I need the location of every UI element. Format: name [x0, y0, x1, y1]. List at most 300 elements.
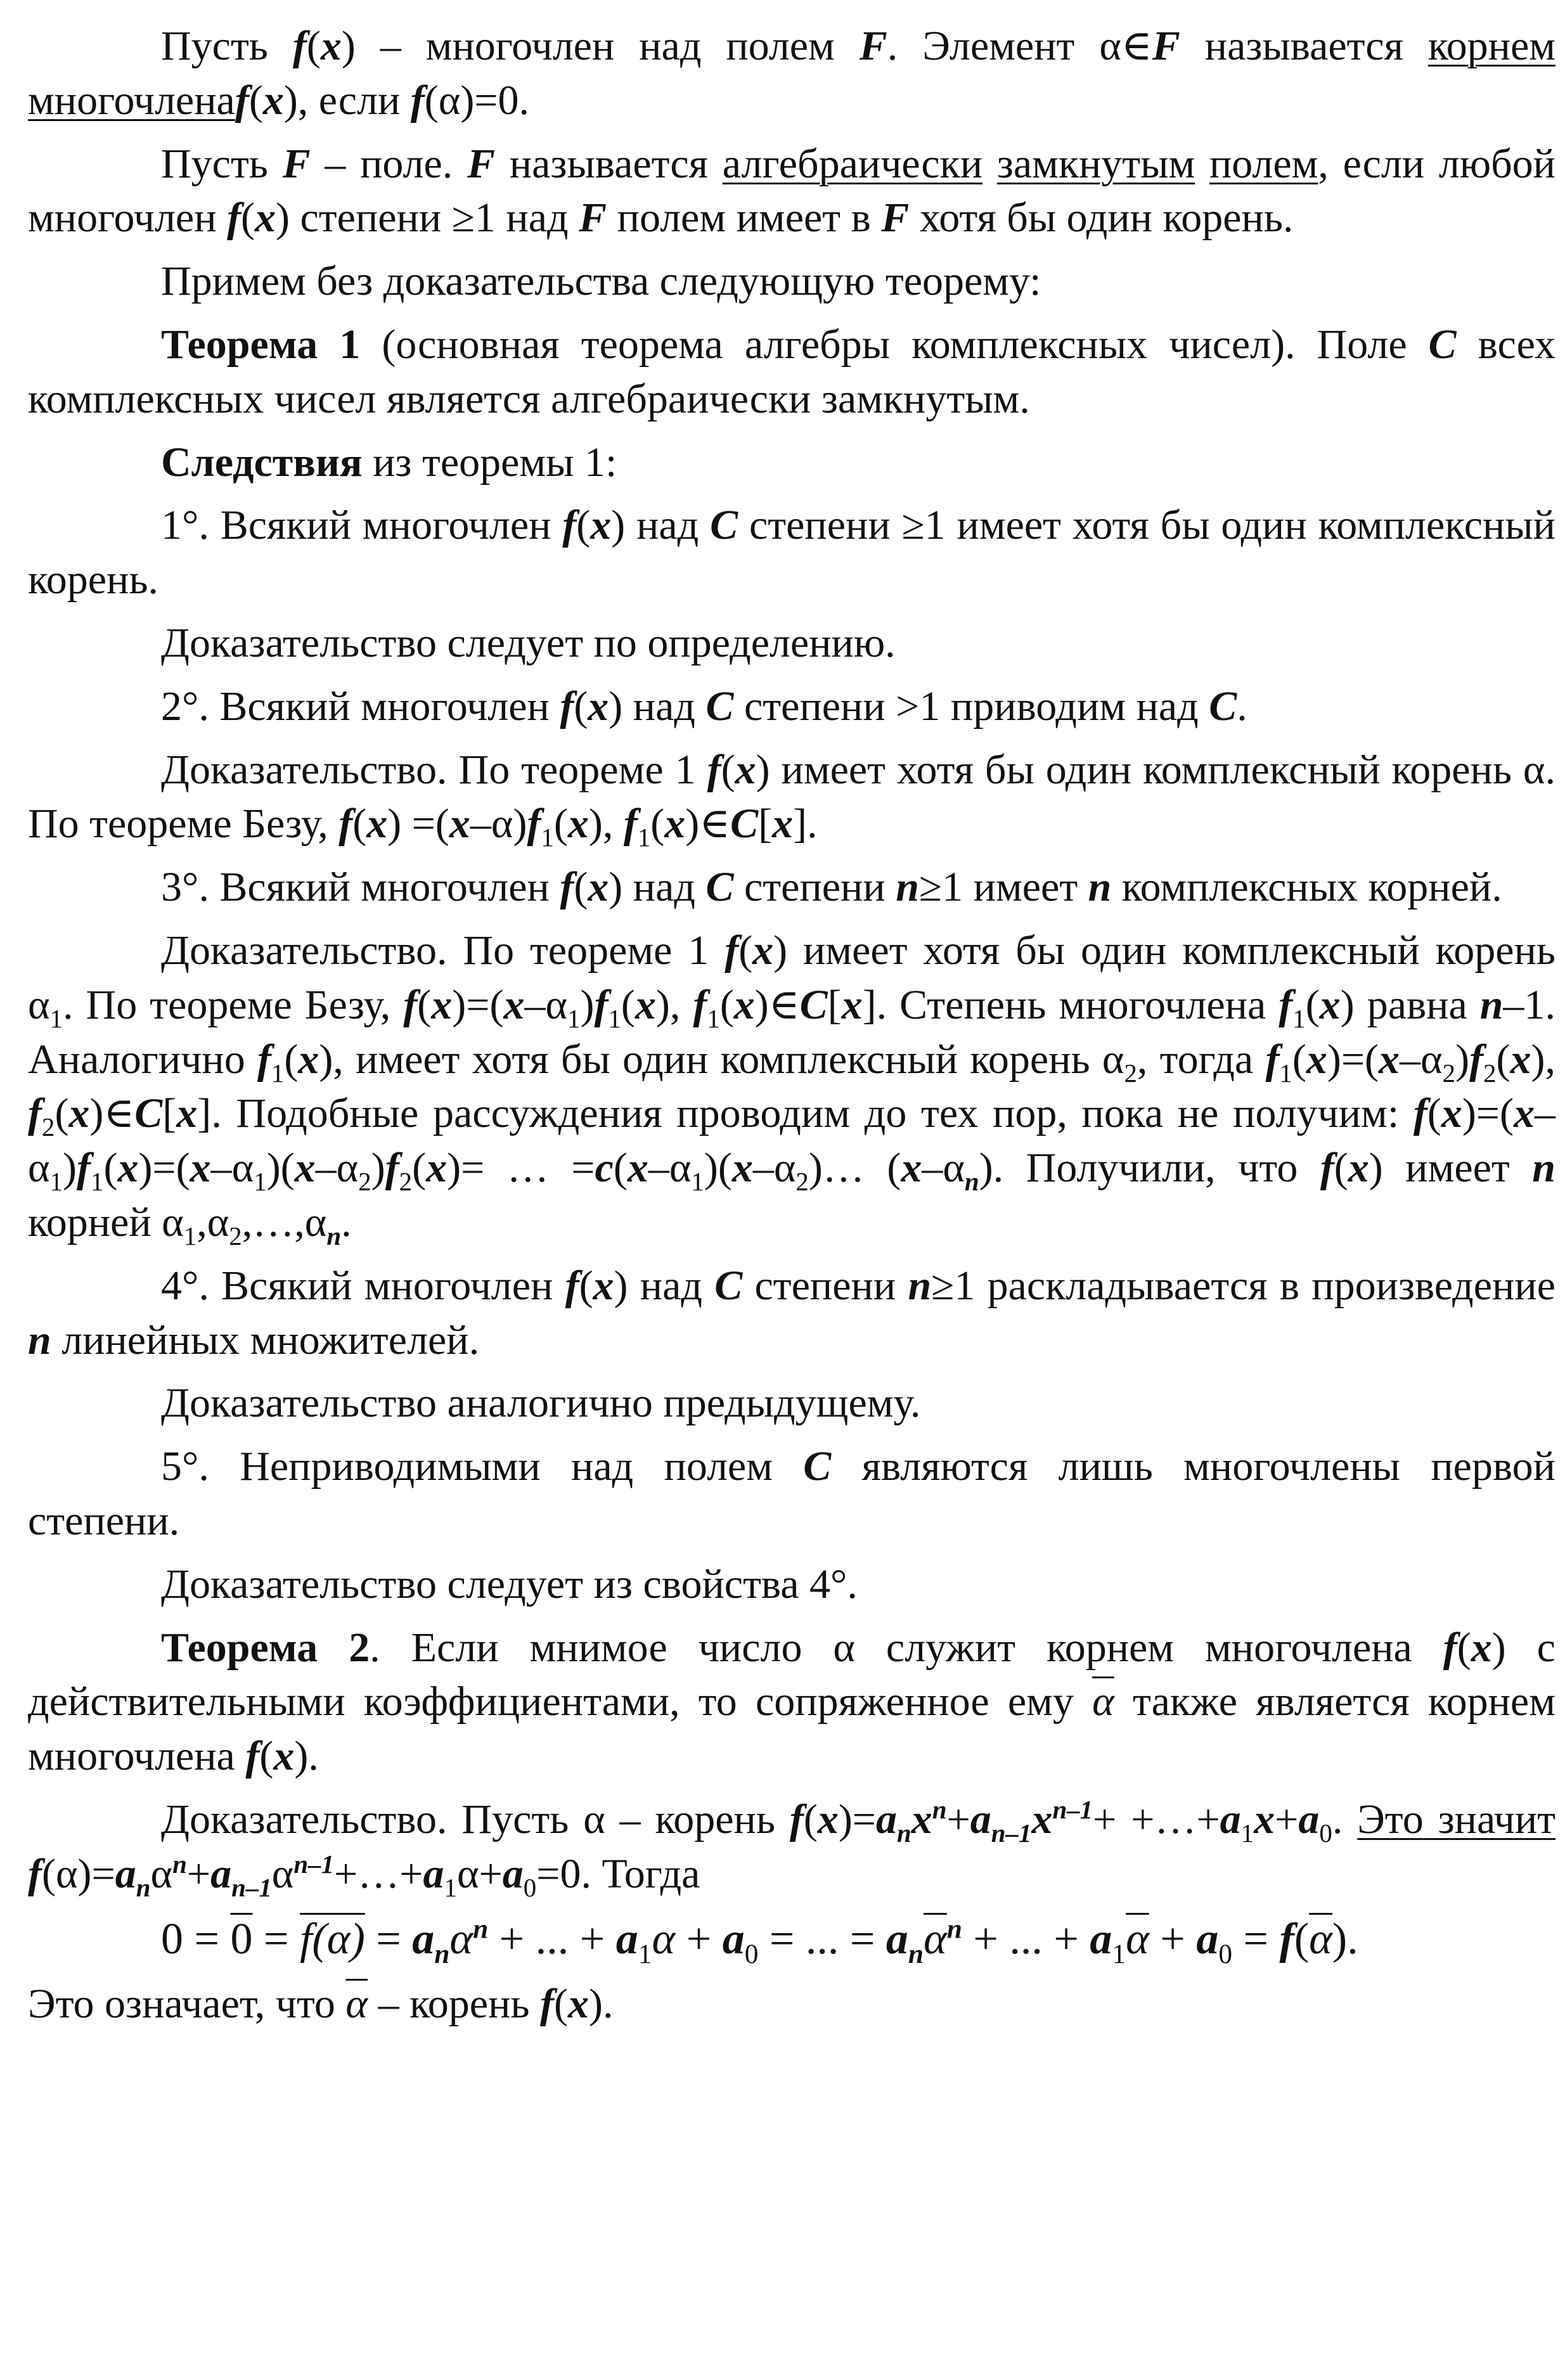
text-fragment: ( — [621, 981, 635, 1028]
text-fragment: ) с действительными коэффициентами, то сопряженное ему — [28, 1624, 1555, 1725]
text-fragment: f — [789, 1796, 804, 1843]
text-fragment: α — [652, 1914, 676, 1964]
text-fragment: C — [705, 864, 734, 911]
paragraph-thm2 — [28, 1621, 1555, 1784]
paragraph-thm2-proof — [28, 1792, 1555, 1901]
text-fragment: x — [588, 683, 609, 730]
text-fragment: 2 — [358, 1167, 371, 1197]
text-fragment: являются лишь многочлены первой степени. — [28, 1443, 1555, 1544]
text-fragment: x — [1031, 1796, 1053, 1843]
text-fragment: ) над — [609, 864, 706, 911]
text-fragment: ), — [588, 801, 624, 847]
text-fragment: x — [294, 1145, 316, 1192]
text-fragment: f — [1278, 981, 1293, 1028]
text-fragment: –α — [752, 1145, 796, 1192]
text-fragment: x — [298, 1036, 319, 1083]
text-fragment: n — [897, 1819, 911, 1848]
text-fragment: 1 — [1292, 1004, 1306, 1033]
text-fragment: C — [1209, 683, 1237, 730]
paragraph-c5-proof — [28, 1557, 1555, 1612]
text-fragment: ( — [576, 502, 591, 549]
paragraph-c5 — [28, 1439, 1555, 1548]
text-fragment: ), — [1531, 1036, 1555, 1083]
text-fragment: ) над — [609, 683, 706, 730]
text-fragment: f — [1469, 1036, 1484, 1083]
text-fragment: )=( — [138, 1145, 190, 1192]
text-fragment: x — [841, 981, 863, 1028]
text-fragment: f — [540, 1980, 554, 2027]
text-fragment: f — [403, 981, 418, 1028]
text-fragment: . — [341, 1199, 352, 1245]
text-fragment: корнем — [1427, 23, 1555, 69]
text-fragment: ) равна — [1340, 981, 1480, 1028]
text-fragment: n–1 — [991, 1819, 1032, 1848]
text-fragment: f — [245, 1733, 260, 1780]
text-fragment: f — [560, 683, 574, 730]
text-fragment: f — [565, 1262, 579, 1309]
text-fragment: [ — [758, 801, 773, 847]
text-fragment: , тогда — [1137, 1036, 1266, 1083]
text-fragment: $\overline{\alpha}$ — [1309, 1914, 1332, 1964]
text-fragment: Теорема 2 — [161, 1624, 370, 1671]
text-fragment: n–1 — [293, 1849, 335, 1879]
text-fragment: n — [896, 864, 919, 911]
text-fragment: f — [28, 1850, 42, 1897]
text-fragment: x — [1441, 1090, 1462, 1137]
paragraph-c3 — [28, 860, 1555, 915]
text-fragment: x — [1379, 1036, 1400, 1083]
text-fragment: Доказательство следует по определению. — [161, 619, 896, 666]
text-fragment: )=( — [452, 981, 504, 1028]
text-fragment: ]. Подобные рассуждения проводим до тех пор, пока не получим: — [197, 1090, 1414, 1137]
text-fragment: ( — [554, 1980, 568, 2027]
text-fragment — [982, 141, 997, 187]
text-fragment: C — [134, 1090, 163, 1137]
text-fragment: x — [567, 1980, 589, 2027]
text-fragment: ( — [417, 981, 432, 1028]
text-fragment: x — [911, 1796, 932, 1843]
text-fragment: x — [1319, 981, 1341, 1028]
text-fragment: C — [714, 1262, 743, 1309]
text-fragment: 1 — [1279, 1058, 1292, 1088]
text-fragment: 0 — [1218, 1938, 1233, 1969]
text-fragment: линейных множителей. — [51, 1316, 480, 1363]
text-fragment: 2 — [399, 1167, 413, 1197]
text-fragment: ( — [259, 1733, 274, 1780]
text-fragment: x — [627, 1145, 648, 1192]
text-fragment: 0 — [523, 1873, 537, 1902]
text-fragment: 0 — [744, 1938, 759, 1969]
text-fragment: )∈ — [754, 981, 800, 1028]
text-fragment: ( — [613, 1145, 628, 1192]
text-fragment: ( — [55, 1090, 69, 1137]
text-fragment: –α — [524, 981, 568, 1028]
text-fragment: f — [385, 1145, 399, 1192]
text-fragment: ( — [1334, 1145, 1348, 1192]
text-fragment: степени ≥1 имеет хотя бы один комплексный корень. — [28, 502, 1555, 603]
text-fragment: ( — [1294, 1914, 1310, 1964]
text-fragment: (основная теорема алгебры комплексных чисел). Поле — [360, 321, 1429, 368]
text-fragment: x — [1348, 1145, 1369, 1192]
text-fragment: )=( — [1462, 1090, 1514, 1137]
text-fragment: x — [752, 927, 774, 974]
text-fragment: ( — [1427, 1090, 1441, 1137]
text-fragment: = — [1232, 1914, 1280, 1964]
text-fragment: F — [467, 140, 496, 187]
text-fragment: f — [1413, 1090, 1427, 1137]
text-fragment: f — [562, 502, 577, 549]
paragraph-c1 — [28, 498, 1555, 607]
text-fragment: a — [970, 1796, 991, 1843]
text-fragment: f — [227, 195, 242, 241]
text-fragment: + — [946, 1796, 970, 1843]
text-fragment: + — [186, 1850, 211, 1897]
text-fragment: 2 — [41, 1113, 55, 1142]
text-fragment: x — [176, 1090, 198, 1137]
text-fragment: –α — [210, 1145, 254, 1192]
text-fragment: ( — [352, 801, 367, 847]
text-fragment: –α — [28, 1090, 1555, 1192]
text-fragment: ) над — [611, 502, 711, 549]
text-fragment: ) — [1455, 1036, 1470, 1083]
text-fragment: C — [803, 1443, 832, 1490]
text-fragment: C — [710, 502, 738, 549]
text-fragment: 1 — [49, 1004, 63, 1033]
text-fragment: ( — [241, 195, 255, 241]
text-fragment: [ — [827, 981, 842, 1028]
text-fragment: ) имеет — [1369, 1145, 1533, 1192]
text-fragment: f — [623, 801, 638, 847]
paragraph-c4-proof — [28, 1376, 1555, 1431]
text-fragment: n–1 — [1052, 1795, 1093, 1824]
text-fragment: C — [705, 683, 734, 730]
text-fragment: f — [292, 23, 307, 69]
text-fragment: 2 — [1442, 1058, 1456, 1088]
text-fragment: + — [675, 1914, 723, 1964]
text-fragment: F — [1152, 23, 1180, 69]
paragraph-c4 — [28, 1259, 1555, 1368]
text-fragment: x — [590, 502, 612, 549]
text-fragment: x — [449, 801, 470, 847]
text-fragment: 4°. Всякий многочлен — [161, 1262, 565, 1309]
text-fragment: + — [1149, 1914, 1197, 1964]
text-fragment: a — [876, 1796, 898, 1843]
paragraph-thm1 — [28, 318, 1555, 427]
text-fragment: n — [136, 1873, 151, 1902]
text-fragment: C — [799, 981, 828, 1028]
text-fragment: ≥1 имеет — [918, 864, 1088, 911]
text-fragment: x — [733, 981, 755, 1028]
text-fragment: x — [772, 801, 794, 847]
text-fragment: ,…,α — [242, 1199, 327, 1245]
text-fragment: a — [502, 1850, 524, 1897]
text-fragment: –α — [648, 1145, 692, 1192]
text-fragment: 1 — [1240, 1819, 1254, 1848]
text-fragment: x — [262, 77, 284, 124]
text-fragment: 2°. Всякий многочлен — [161, 683, 560, 730]
text-fragment: a — [722, 1914, 745, 1964]
text-fragment: 1 — [707, 1004, 720, 1033]
text-fragment: Доказательство. По теореме 1 — [161, 746, 707, 793]
text-fragment: 1 — [637, 823, 651, 852]
text-fragment: –α — [922, 1145, 965, 1192]
text-fragment: x — [1514, 1090, 1535, 1137]
text-fragment: n — [946, 1914, 962, 1945]
text-fragment: + — [1275, 1796, 1299, 1843]
text-fragment: ( — [738, 927, 753, 974]
text-fragment: Доказательство. По теореме 1 — [161, 927, 725, 974]
text-fragment: a — [423, 1850, 444, 1897]
text-fragment: n — [908, 1938, 924, 1969]
text-fragment: x — [731, 1145, 753, 1192]
text-fragment: полем — [1209, 140, 1318, 187]
text-fragment: a — [1220, 1796, 1241, 1843]
text-fragment: ) — [63, 1145, 77, 1192]
text-fragment: x — [431, 981, 453, 1028]
text-fragment: x — [1254, 1796, 1275, 1843]
text-fragment: 2 — [1483, 1058, 1497, 1088]
text-fragment: ), имеет хотя бы один комплексный корень α — [319, 1036, 1124, 1083]
text-fragment: –1. Аналогично — [28, 981, 1555, 1083]
text-fragment: Это значит — [1357, 1796, 1556, 1843]
text-fragment: n — [908, 1262, 932, 1309]
text-fragment: + +…+ — [1093, 1796, 1220, 1843]
text-fragment: a — [210, 1850, 232, 1897]
text-fragment: 2 — [229, 1222, 242, 1251]
text-fragment: –α — [315, 1145, 359, 1192]
text-fragment: + ... + — [488, 1914, 616, 1964]
text-fragment: f — [560, 864, 574, 911]
text-fragment: f — [707, 746, 721, 793]
text-fragment: a — [1196, 1914, 1219, 1964]
text-fragment: , если любой многочлен — [28, 140, 1556, 241]
text-fragment: комплексных корней. — [1111, 864, 1502, 911]
text-fragment: Доказательство следует из свойства 4°. — [161, 1560, 858, 1607]
text-fragment: x — [68, 1090, 90, 1137]
text-fragment: f — [594, 981, 609, 1028]
text-fragment: f — [693, 981, 707, 1028]
text-fragment: x — [320, 23, 342, 69]
text-fragment: называется — [1180, 23, 1428, 69]
text-fragment: ( — [574, 864, 588, 911]
text-fragment: )∈ — [89, 1090, 135, 1137]
text-fragment: n — [1479, 981, 1504, 1028]
text-fragment — [1195, 141, 1209, 187]
text-fragment: n — [473, 1914, 489, 1945]
text-fragment: α — [150, 1850, 173, 1897]
text-fragment: 1 — [91, 1167, 104, 1197]
text-fragment: n — [964, 1167, 979, 1197]
text-fragment: хотя бы один корень. — [909, 195, 1294, 241]
text-fragment: x — [1510, 1036, 1531, 1083]
text-fragment: степени — [742, 1262, 908, 1309]
paragraph-c1-proof — [28, 616, 1555, 671]
paragraph-c3-proof — [28, 923, 1555, 1250]
text-fragment: ( — [721, 746, 735, 793]
text-fragment: – корень — [368, 1980, 541, 2027]
text-fragment: называется — [495, 140, 723, 187]
text-fragment: корней α — [28, 1199, 184, 1245]
text-fragment: $\overline{\alpha}$ — [924, 1914, 947, 1964]
text-fragment: n — [172, 1849, 187, 1879]
text-fragment: x — [1471, 1624, 1492, 1671]
text-fragment: α+ — [456, 1850, 503, 1897]
text-fragment: n — [28, 1316, 51, 1363]
text-fragment: 1 — [254, 1167, 267, 1197]
text-fragment: $\overline{\alpha}$ — [345, 1980, 368, 2027]
text-fragment: Это означает, что — [28, 1980, 346, 2027]
text-fragment: )=( — [1327, 1036, 1379, 1083]
text-fragment: (α)=0. — [424, 77, 530, 124]
text-fragment: алгебраически — [722, 140, 983, 187]
text-fragment: ( — [306, 23, 321, 69]
text-fragment: . — [1237, 683, 1247, 730]
text-fragment: степени >1 приводим над — [733, 683, 1209, 730]
text-fragment: 5°. Неприводимыми над полем — [161, 1443, 804, 1490]
text-fragment: a — [886, 1914, 908, 1964]
text-fragment: 1 — [691, 1167, 704, 1197]
text-fragment: замкнутым — [996, 140, 1195, 187]
text-fragment: ) над — [614, 1262, 715, 1309]
text-fragment: +…+ — [334, 1850, 423, 1897]
text-fragment: x — [664, 801, 686, 847]
text-fragment: 0 = — [161, 1914, 231, 1964]
text-fragment: C — [1428, 321, 1457, 368]
paragraph-c2 — [28, 679, 1555, 734]
text-fragment: x — [588, 864, 609, 911]
text-fragment: )∈ — [685, 801, 731, 847]
text-fragment: x — [503, 981, 525, 1028]
text-fragment: . По теореме Безу, — [63, 981, 404, 1028]
text-fragment: F — [282, 140, 311, 187]
text-fragment: a — [1298, 1796, 1320, 1843]
text-fragment: . — [1332, 1796, 1358, 1843]
paragraph-def-root — [28, 19, 1555, 128]
text-fragment: Доказательство. Пусть α – корень — [161, 1796, 790, 1843]
text-fragment: ( — [284, 1036, 299, 1083]
text-fragment: x — [117, 1145, 139, 1192]
text-fragment: ≥1 раскладывается в произведение — [931, 1262, 1555, 1309]
text-fragment: x — [567, 801, 589, 847]
text-fragment: ) — [580, 981, 595, 1028]
text-fragment: –α) — [470, 801, 527, 847]
text-fragment: ), если — [283, 77, 411, 124]
text-fragment: f — [28, 1090, 42, 1137]
text-fragment: )( — [266, 1145, 295, 1192]
text-fragment: 1 — [444, 1873, 457, 1902]
text-fragment: x — [255, 195, 276, 241]
text-fragment: ( — [1292, 1036, 1306, 1083]
text-fragment: F — [881, 195, 910, 241]
text-fragment: f — [725, 927, 739, 974]
text-fragment: ). — [588, 1980, 614, 2027]
text-fragment: =0. Тогда — [536, 1850, 700, 1897]
text-fragment: F — [859, 23, 887, 69]
text-fragment: . Если мнимое число α служит корнем многочлена — [370, 1624, 1443, 1671]
text-fragment: a — [615, 1914, 638, 1964]
text-fragment: 2 — [1124, 1058, 1137, 1088]
text-fragment: ). — [1332, 1914, 1358, 1964]
text-fragment: 0 — [230, 1914, 253, 1964]
text-fragment: x — [901, 1145, 922, 1192]
text-fragment: a — [412, 1914, 435, 1964]
text-fragment: x — [366, 801, 388, 847]
text-fragment: –α — [1400, 1036, 1443, 1083]
text-fragment: x — [634, 981, 656, 1028]
text-fragment: Пусть — [161, 140, 283, 187]
text-fragment: Доказательство аналогично предыдущему. — [161, 1380, 921, 1427]
text-fragment: ( — [719, 981, 734, 1028]
text-fragment: 1 — [271, 1058, 285, 1088]
text-fragment: f — [1265, 1036, 1280, 1083]
text-fragment: ). Получили, что — [979, 1145, 1320, 1192]
text-fragment: из теоремы 1: — [362, 439, 617, 486]
text-fragment: f — [1279, 1914, 1294, 1964]
text-fragment: многочлена — [28, 77, 235, 124]
text-fragment: x — [735, 746, 756, 793]
text-fragment: ( — [574, 683, 588, 730]
text-fragment: x — [1306, 1036, 1327, 1083]
text-fragment: 1 — [1112, 1938, 1126, 1969]
text-fragment: Теорема 1 — [161, 321, 361, 368]
text-fragment: f(α) — [299, 1914, 365, 1964]
text-fragment: + ... + — [962, 1914, 1090, 1964]
text-fragment: α — [271, 1850, 294, 1897]
text-fragment: n — [326, 1222, 342, 1251]
text-fragment: 1 — [49, 1167, 63, 1197]
text-fragment: ) =( — [387, 801, 449, 847]
text-fragment: f — [527, 801, 541, 847]
paragraph-conclusion — [28, 1977, 1555, 2031]
text-fragment: ) – многочлен над полем — [341, 23, 860, 69]
text-fragment: n — [1088, 864, 1112, 911]
text-fragment: ( — [412, 1145, 427, 1192]
paragraph-accept — [28, 254, 1555, 309]
text-fragment: x — [817, 1796, 839, 1843]
text-fragment: 1 — [567, 1004, 581, 1033]
text-fragment: ( — [248, 77, 263, 124]
text-fragment: α — [449, 1914, 473, 1964]
text-fragment: ( — [553, 801, 568, 847]
text-fragment: )( — [704, 1145, 732, 1192]
text-fragment: [ — [162, 1090, 177, 1137]
text-fragment: x — [273, 1733, 295, 1780]
text-fragment: a — [1090, 1914, 1112, 1964]
text-fragment: (α)= — [41, 1850, 115, 1897]
text-fragment: f — [338, 801, 353, 847]
text-fragment: 1°. Всякий многочлен — [161, 502, 563, 549]
text-fragment: 2 — [795, 1167, 809, 1197]
text-fragment: f — [1320, 1145, 1334, 1192]
text-fragment: = — [364, 1914, 413, 1964]
document-page — [28, 19, 1555, 2040]
text-fragment: f — [410, 77, 425, 124]
text-fragment: также является корнем многочлена — [28, 1678, 1555, 1780]
text-fragment: ), — [655, 981, 693, 1028]
text-fragment: Пусть — [161, 23, 293, 69]
text-fragment: x — [190, 1145, 211, 1192]
text-fragment: = — [252, 1914, 300, 1964]
text-fragment: степени — [733, 864, 896, 911]
text-fragment: ( — [650, 801, 665, 847]
text-fragment: ( — [103, 1145, 118, 1192]
text-fragment: )… ( — [808, 1145, 901, 1192]
text-fragment: ). — [294, 1733, 319, 1780]
text-fragment: )= — [838, 1796, 877, 1843]
text-fragment: полем имеет в — [607, 195, 882, 241]
text-fragment: ]. — [793, 801, 818, 847]
text-fragment: ( — [803, 1796, 818, 1843]
